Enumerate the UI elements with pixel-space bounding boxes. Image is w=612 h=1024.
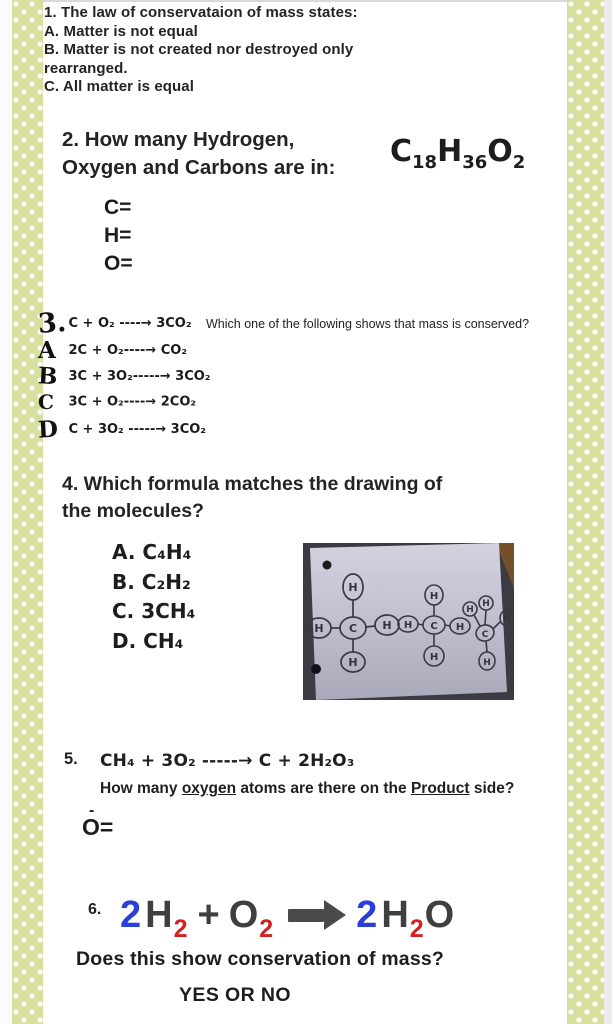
- question-3-option-c: [38, 390, 196, 414]
- question-3-option-a: [38, 337, 187, 364]
- question-1-option-b: B. Matter is not created nor destroyed only: [44, 41, 354, 59]
- svg-text:H: H: [483, 658, 491, 668]
- photo-dot-bottom: [311, 664, 321, 674]
- formula-o-subscript: 2: [512, 152, 526, 173]
- option-a-equation: 2C + O₂----→ CO₂: [68, 343, 188, 358]
- question-6-equation: [120, 888, 454, 942]
- question-5-text-mid: atoms are there on the: [236, 780, 411, 797]
- formula-h: H: [437, 134, 463, 169]
- question-4-line1: 4. Which formula matches the drawing of: [62, 473, 443, 495]
- svg-text:H: H: [466, 605, 474, 615]
- question-3-text: Which one of the following shows that mass is conserved?: [206, 316, 530, 331]
- option-a-letter: A: [38, 337, 56, 364]
- polka-dot-border-right: [567, 0, 604, 1024]
- question-5-text-pre: How many: [100, 780, 182, 797]
- question-5-dash-mark: -: [89, 802, 95, 819]
- hydrogen-symbol-reactant: H: [145, 894, 173, 936]
- svg-text:C: C: [481, 630, 489, 640]
- svg-text:C: C: [430, 621, 438, 632]
- svg-text:H: H: [429, 652, 439, 663]
- question-3-number: 3.: [36, 306, 68, 340]
- page-right-edge: [604, 0, 612, 1024]
- option-c-letter: C: [38, 390, 54, 414]
- svg-text:H: H: [429, 591, 439, 602]
- question-5-product-word: Product: [410, 780, 470, 797]
- question-5-number: 5.: [64, 750, 78, 768]
- hydrogen-blank: H=: [104, 224, 132, 247]
- formula-c-subscript: 18: [412, 152, 438, 173]
- option-b-equation: 3C + 3O₂-----→ 3CO₂: [68, 369, 211, 384]
- plus-sign: +: [197, 894, 220, 936]
- question-1: [44, 4, 358, 97]
- hydrogen-subscript-reactant: 2: [173, 914, 188, 943]
- question-1-option-b-cont: rearranged.: [44, 59, 128, 77]
- option-d-letter: D: [37, 415, 59, 444]
- question-6-number: 6.: [88, 901, 102, 918]
- question-4-options: [112, 538, 195, 656]
- formula-o: O: [487, 134, 513, 169]
- formula-c: C: [390, 134, 413, 169]
- question-2-line2: Oxygen and Carbons are in:: [62, 155, 336, 179]
- question-4-line2: the molecules?: [62, 499, 204, 522]
- question-3-header: [38, 308, 529, 339]
- question-4-option-d: D. CH₄: [112, 628, 184, 653]
- hydrogen-subscript-product: 2: [409, 914, 424, 943]
- question-5-text: [100, 780, 514, 798]
- svg-text:H: H: [348, 656, 358, 669]
- question-3-option-d: [38, 416, 206, 443]
- photo-dot-top: [323, 561, 332, 570]
- question-2-prompt: [62, 126, 335, 181]
- hydrogen-symbol-product: H: [381, 894, 409, 936]
- question-5-text-post: side?: [469, 780, 515, 797]
- question-5-oxygen-word: oxygen: [181, 780, 237, 797]
- svg-text:C: C: [348, 622, 358, 635]
- question-5-equation: CH₄ + 3O₂ -----→ C + 2H₂O₃: [100, 751, 355, 771]
- reaction-arrow-icon: [288, 900, 346, 930]
- svg-text:H: H: [314, 622, 324, 635]
- svg-text:H: H: [455, 622, 465, 633]
- svg-text:H: H: [503, 614, 511, 624]
- question-3-equation: C + O₂ ----→ 3CO₂: [68, 316, 192, 331]
- oxygen-symbol-reactant: O: [228, 894, 259, 936]
- question-4-option-c: C. 3CH₄: [112, 599, 196, 623]
- oxygen-subscript-reactant: 2: [259, 914, 274, 943]
- question-4-prompt: [62, 471, 442, 524]
- question-6-answer-choices: YES OR NO: [179, 984, 291, 1006]
- question-4-option-b: B. C₂H₂: [112, 569, 191, 594]
- question-2-formula: [390, 134, 525, 173]
- svg-text:H: H: [482, 599, 490, 609]
- option-d-equation: C + 3O₂ -----→ 3CO₂: [68, 422, 206, 437]
- molecule-drawing-photo: [303, 543, 514, 700]
- question-1-text: 1. The law of conservataion of mass states:: [44, 4, 358, 21]
- option-c-equation: 3C + O₂----→ 2CO₂: [68, 394, 197, 410]
- question-2-answer-blanks: [104, 194, 133, 278]
- formula-h-subscript: 36: [462, 152, 488, 173]
- question-5-answer-blank: O=: [82, 814, 114, 840]
- carbon-blank: C=: [104, 196, 132, 219]
- question-1-option-c: C. All matter is equal: [44, 78, 195, 96]
- svg-text:H: H: [403, 620, 413, 631]
- coefficient-2-product: 2: [356, 894, 378, 936]
- oxygen-blank: O=: [104, 252, 133, 275]
- page-top-edge: [0, 0, 612, 2]
- svg-text:H: H: [348, 581, 358, 594]
- question-4-option-a: A. C₄H₄: [112, 540, 192, 564]
- svg-text:H: H: [382, 619, 392, 632]
- option-b-letter: B: [37, 362, 59, 391]
- question-6-text: Does this show conservation of mass?: [76, 948, 445, 970]
- question-3-option-b: [38, 363, 211, 390]
- oxygen-symbol-product: O: [424, 894, 455, 936]
- question-2-line1: 2. How many Hydrogen,: [62, 128, 295, 151]
- polka-dot-border-left: [12, 0, 43, 1024]
- question-1-option-a: A. Matter is not equal: [44, 22, 198, 40]
- coefficient-2-reactant: 2: [120, 894, 142, 936]
